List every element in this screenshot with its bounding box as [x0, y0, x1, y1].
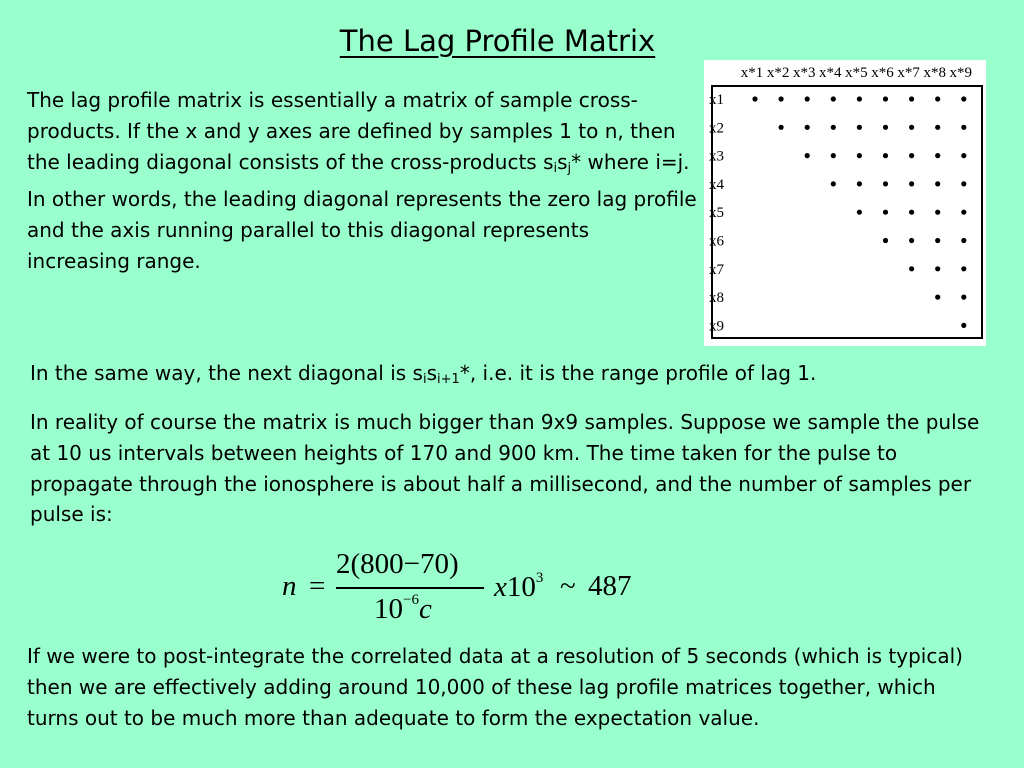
- matrix-dot: [909, 238, 914, 243]
- samples-paragraph: In reality of course the matrix is much bigger than 9x9 samples. Suppose we sample the pulse at 10 us intervals between heights of 170 and 900 km. The time taken for the pulse to propagate through the ionosphere is about half a millisecond, and the number of samples per pulse is:: [30, 410, 980, 527]
- next-diagonal-subscript-i: i: [422, 372, 427, 387]
- matrix-dot: [935, 238, 940, 243]
- equation-numerator: 2(800−70): [336, 548, 459, 580]
- matrix-dot: [961, 266, 966, 271]
- matrix-dot: [883, 125, 888, 130]
- next-diagonal-subscript-i-plus-1: i+1: [437, 372, 460, 387]
- matrix-dot: [857, 210, 862, 215]
- row-header-6: x6: [709, 233, 724, 250]
- matrix-dot: [935, 295, 940, 300]
- matrix-dot: [883, 238, 888, 243]
- equation-factor-base: 10: [506, 571, 536, 603]
- row-header-7: x7: [709, 261, 724, 278]
- equation-fraction-bar: [336, 587, 484, 589]
- matrix-dot: [831, 181, 836, 186]
- matrix-dot: [961, 210, 966, 215]
- samples-equation: [282, 548, 662, 632]
- row-header-4: x4: [709, 176, 724, 193]
- integration-paragraph: If we were to post-integrate the correlated data at a resolution of 5 seconds (which is typical) then we are effectively adding around 10,000 of these lag profile matrices together, which turns out to be much more than adequate to form the expectation value.: [27, 644, 963, 730]
- matrix-dot: [805, 125, 810, 130]
- matrix-dot: [909, 181, 914, 186]
- matrix-dot: [935, 125, 940, 130]
- matrix-dot: [831, 96, 836, 101]
- matrix-dot: [935, 266, 940, 271]
- column-header-2: x*2: [766, 65, 790, 81]
- equation-times: x: [494, 571, 507, 603]
- column-header-3: x*3: [792, 65, 816, 81]
- column-header-1: x*1: [740, 65, 764, 81]
- matrix-dot: [935, 210, 940, 215]
- row-header-3: x3: [709, 148, 724, 165]
- equation-denominator-exponent: −6: [403, 592, 419, 608]
- row-header-1: x1: [709, 92, 724, 108]
- next-diagonal-text-start: In the same way, the next diagonal is s: [30, 361, 423, 385]
- next-diagonal-paragraph: [30, 358, 990, 396]
- intro-subscript-j: j: [567, 160, 572, 176]
- matrix-dot: [883, 210, 888, 215]
- matrix-svg: [704, 60, 986, 346]
- matrix-dot: [909, 210, 914, 215]
- equation-equals: =: [309, 570, 326, 602]
- column-header-8: x*8: [923, 65, 946, 81]
- matrix-dot: [961, 96, 966, 101]
- lag-profile-matrix-figure: [704, 60, 986, 346]
- matrix-dot: [909, 125, 914, 130]
- row-header-5: x5: [709, 205, 724, 222]
- intro-subscript-i: i: [553, 160, 558, 176]
- equation-result: 487: [588, 570, 632, 602]
- matrix-dot: [752, 96, 757, 101]
- matrix-border: [712, 86, 982, 338]
- intro-paragraph: [27, 85, 697, 277]
- intro-text-end: * where i=j. In other words, the leading diagonal represents the zero lag profile and the axis running parallel to this diagonal represents increasing range.: [27, 149, 697, 273]
- row-header-8: x8: [709, 290, 724, 307]
- matrix-dot: [961, 125, 966, 130]
- matrix-dot: [935, 181, 940, 186]
- matrix-dot: [831, 153, 836, 158]
- column-header-7: x*7: [897, 65, 920, 81]
- matrix-dot: [805, 96, 810, 101]
- matrix-dot: [857, 153, 862, 158]
- matrix-dot: [883, 96, 888, 101]
- matrix-dot: [961, 295, 966, 300]
- matrix-dot: [961, 153, 966, 158]
- matrix-dot: [857, 125, 862, 130]
- matrix-dot: [909, 266, 914, 271]
- equation-denominator: [374, 592, 432, 626]
- column-header-6: x*6: [871, 65, 894, 81]
- equation-denominator-base: 10: [374, 593, 403, 625]
- column-header-9: x*9: [949, 65, 973, 81]
- matrix-dot: [883, 181, 888, 186]
- intro-text-s: s: [557, 149, 568, 174]
- matrix-dot: [883, 153, 888, 158]
- matrix-dot: [779, 125, 784, 130]
- page-title: The Lag Profile Matrix: [339, 24, 656, 58]
- next-diagonal-text-end: *, i.e. it is the range profile of lag 1.: [459, 361, 817, 385]
- matrix-dot: [909, 153, 914, 158]
- matrix-dot: [961, 323, 966, 328]
- column-header-5: x*5: [845, 65, 868, 81]
- equation-lhs: n: [282, 570, 297, 602]
- matrix-dot: [961, 238, 966, 243]
- row-header-9: x9: [709, 318, 724, 335]
- matrix-dot: [961, 181, 966, 186]
- matrix-dot: [857, 181, 862, 186]
- matrix-dot: [935, 153, 940, 158]
- equation-approx: ~: [560, 570, 576, 602]
- equation-factor: [494, 570, 543, 604]
- matrix-dot: [805, 153, 810, 158]
- matrix-dot: [909, 96, 914, 101]
- column-header-4: x*4: [819, 65, 842, 81]
- matrix-dot: [779, 96, 784, 101]
- matrix-dot: [935, 96, 940, 101]
- equation-denominator-var: c: [418, 593, 432, 625]
- row-header-2: x2: [709, 120, 724, 137]
- matrix-dot: [857, 96, 862, 101]
- equation-factor-exponent: 3: [535, 570, 544, 586]
- matrix-dot: [831, 125, 836, 130]
- next-diagonal-text-s: s: [426, 361, 438, 385]
- intro-text-start: The lag profile matrix is essentially a matrix of sample cross-products. If the x and y axes are defined by samples 1 to n, then the leading diagonal consists of the cross-products s: [27, 88, 676, 174]
